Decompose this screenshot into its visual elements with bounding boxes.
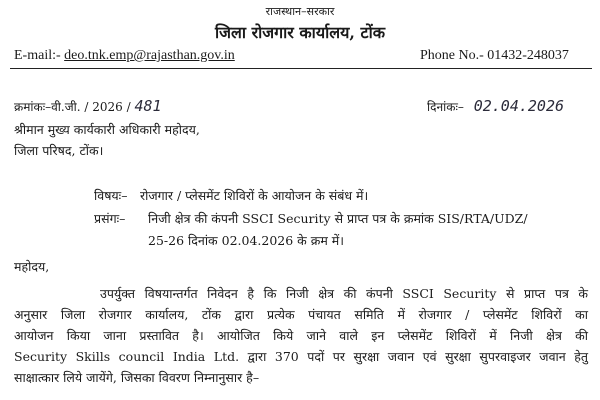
body-line-2: अनुसार जिला रोजगार कार्यालय, टोंक द्वारा प्रत्येक पंचायत समिति में रोजगार / प्लेसमेंट शिविरों का — [14, 307, 588, 322]
reference-label: क्रमांकः–वी.जी. / 2026 / — [14, 100, 131, 114]
phone-number: Phone No.- 01432-248037 — [420, 48, 569, 63]
body-line-1: उपर्युक्त विषयान्तर्गत निवेदन है कि निजी क्षेत्र की कंपनी SSCI Security से प्राप्त पत्र के — [100, 286, 588, 301]
reference-context-line-1: निजी क्षेत्र की कंपनी SSCI Security से प्राप्त पत्र के क्रमांक SIS/RTA/UDZ/ — [148, 211, 528, 226]
reference-context-line-2: 25-26 दिनांक 02.04.2026 के क्रम में। — [148, 233, 345, 248]
handwritten-date: 02.04.2026 — [473, 97, 565, 115]
header-divider — [10, 68, 592, 69]
email-line — [14, 48, 235, 64]
government-line: राजस्थान–सरकार — [265, 5, 335, 18]
body-line-3: आयोजन किया जाना प्रस्तावित है। आयोजित किये जाने वाले इन प्लेसमेंट शिविरों में निजी क्षेत्र की — [14, 328, 588, 343]
handwritten-dispatch-number: 481 — [134, 97, 162, 115]
subject-text: रोजगार / प्लेसमेंट शिविरों के आयोजन के संबंध में। — [140, 188, 369, 203]
subject-label: विषयः– — [94, 188, 128, 203]
body-line-4: Security Skills council India Ltd. द्वारा 370 पदों पर सुरक्षा जवान एवं सुरक्षा सुपरवाइजर जवान हेतु — [14, 349, 588, 364]
salutation: महोदय, — [14, 259, 50, 274]
addressee-line-2: जिला परिषद, टोंक। — [14, 143, 104, 158]
letter-date — [427, 97, 564, 115]
date-label: दिनांकः– — [427, 100, 464, 114]
reference-number — [14, 97, 162, 115]
email-label: E-mail:- — [14, 48, 65, 63]
reference-context-label: प्रसंगः– — [94, 211, 126, 226]
addressee-line-1: श्रीमान मुख्य कार्यकारी अधिकारी महोदय, — [14, 122, 200, 137]
office-title: जिला रोजगार कार्यालय, टोंक — [214, 23, 386, 42]
body-line-5: साक्षात्कार लिये जायेंगे, जिसका विवरण निम्नानुसार है– — [14, 370, 260, 385]
email-link[interactable]: deo.tnk.emp@rajasthan.gov.in — [64, 48, 235, 63]
